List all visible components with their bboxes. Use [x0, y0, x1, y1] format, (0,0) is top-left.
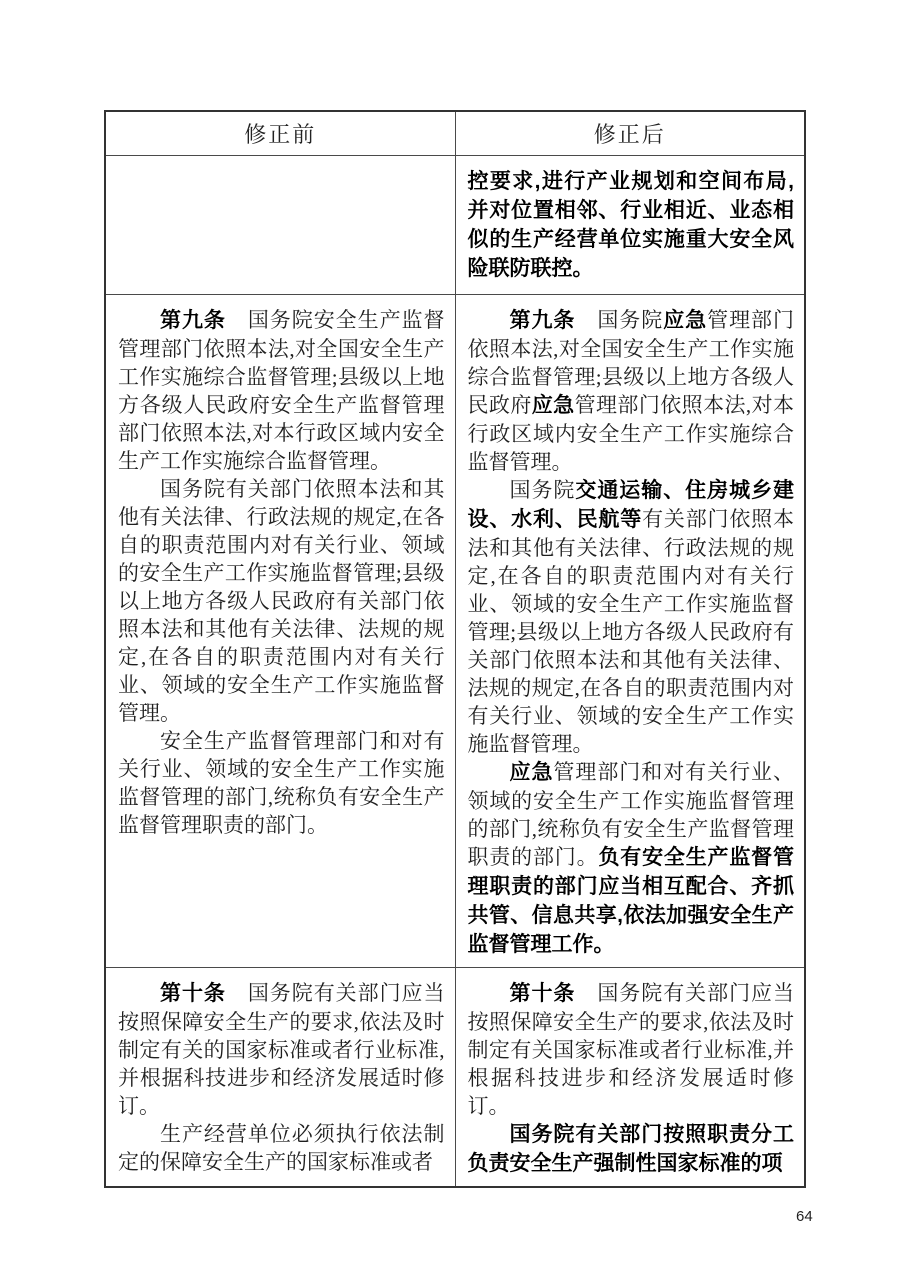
- page-number: 64: [796, 1208, 813, 1225]
- header-row: [105, 111, 805, 155]
- text-run: 管理部门和对有关行业、领域的安全生产工作实施监督管理的部门,统称负有安全生产监督管理职责的部门。: [467, 759, 795, 869]
- cell-after: [455, 155, 805, 294]
- emphasis-text-run: 应急: [509, 760, 554, 784]
- text-run: 国务院: [509, 477, 576, 502]
- paragraph: [468, 1120, 795, 1178]
- emphasis-text-run: 应急: [531, 393, 575, 417]
- paragraph: [468, 306, 795, 476]
- emphasis-text-run: 第九条: [160, 308, 226, 332]
- cell-before: [105, 155, 455, 294]
- text-run: 国务院有关部门依照本法和其他有关法律、行政法规的规定,在各自的职责范围内对有关行业、领域的安全生产工作实施监督管理;县级以上地方各级人民政府有关部门依照本法和其他有关法律、法规的规定,在各自的职责范围内对有关行业、领域的安全生产工作实施监督管理。: [118, 476, 445, 725]
- emphasis-text-run: 控要求,进行产业规划和空间布局,并对位置相邻、行业相近、业态相似的生产经营单位实施重大安全风险联防联控。: [467, 169, 794, 280]
- emphasis-text-run: 第九条: [509, 308, 576, 332]
- text-run: 管理部门依照本法,对全国安全生产工作实施综合监督管理;县级以上地方各级人民政府: [467, 307, 795, 417]
- text-run: 生产经营单位必须执行依法制定的保障安全生产的国家标准或者: [118, 1121, 445, 1174]
- emphasis-text-run: 应急: [663, 308, 708, 332]
- emphasis-text-run: 第十条: [160, 981, 226, 1005]
- paragraph: [118, 979, 445, 1120]
- cell-after: [455, 967, 805, 1187]
- text-run: 国务院有关部门应当按照保障安全生产的要求,依法及时制定有关的国家标准或者行业标准,并根据科技进步和经济发展适时修订。: [118, 980, 445, 1118]
- text-run: 有关部门依照本法和其他有关法律、行政法规的规定,在各自的职责范围内对有关行业、领域的安全生产工作实施监督管理;县级以上地方各级人民政府有关部门依照本法和其他有关法律、法规的规定,在各自的职责范围内对有关行业、领域的安全生产工作实施监督管理。: [467, 506, 795, 756]
- cell-before: [105, 294, 455, 967]
- emphasis-text-run: 国务院有关部门按照职责分工负责安全生产强制性国家标准的项: [467, 1122, 794, 1175]
- paragraph: [468, 979, 795, 1120]
- paragraph: [118, 727, 445, 839]
- header-after: 修正后: [455, 111, 805, 155]
- text-run: 国务院: [575, 307, 664, 332]
- comparison-table-body: [105, 155, 805, 1187]
- table-row: [105, 967, 805, 1187]
- comparison-table: [104, 110, 806, 1188]
- emphasis-text-run: 第十条: [509, 981, 576, 1005]
- paragraph: [118, 1120, 445, 1176]
- text-run: 安全生产监督管理部门和对有关行业、领域的安全生产工作实施监督管理的部门,统称负有安全生产监督管理职责的部门。: [118, 728, 445, 837]
- table-row: [105, 294, 805, 967]
- cell-before: [105, 967, 455, 1187]
- text-run: 国务院安全生产监督管理部门依照本法,对全国安全生产工作实施综合监督管理;县级以上地方各级人民政府安全生产监督管理部门依照本法,对本行政区域内安全生产工作实施综合监督管理。: [118, 307, 445, 473]
- emphasis-text-run: 交通运输、住房城乡建设、水利、民航等: [467, 478, 794, 531]
- paragraph: [468, 758, 795, 959]
- text-run: 管理部门依照本法,对本行政区域内安全生产工作实施综合监督管理。: [467, 392, 795, 474]
- comparison-table-header: [105, 111, 805, 155]
- table-row: [105, 155, 805, 294]
- paragraph: [468, 476, 795, 758]
- cell-after: [455, 294, 805, 967]
- text-run: 国务院有关部门应当按照保障安全生产的要求,依法及时制定有关国家标准或者行业标准,并根据科技进步和经济发展适时修订。: [467, 980, 794, 1118]
- paragraph: [468, 167, 795, 283]
- paragraph: [118, 306, 445, 475]
- header-before: 修正前: [105, 111, 455, 155]
- emphasis-text-run: 负有安全生产监督管理职责的部门应当相互配合、齐抓共管、信息共享,依法加强安全生产监督管理工作。: [467, 845, 795, 956]
- paragraph: [118, 475, 445, 727]
